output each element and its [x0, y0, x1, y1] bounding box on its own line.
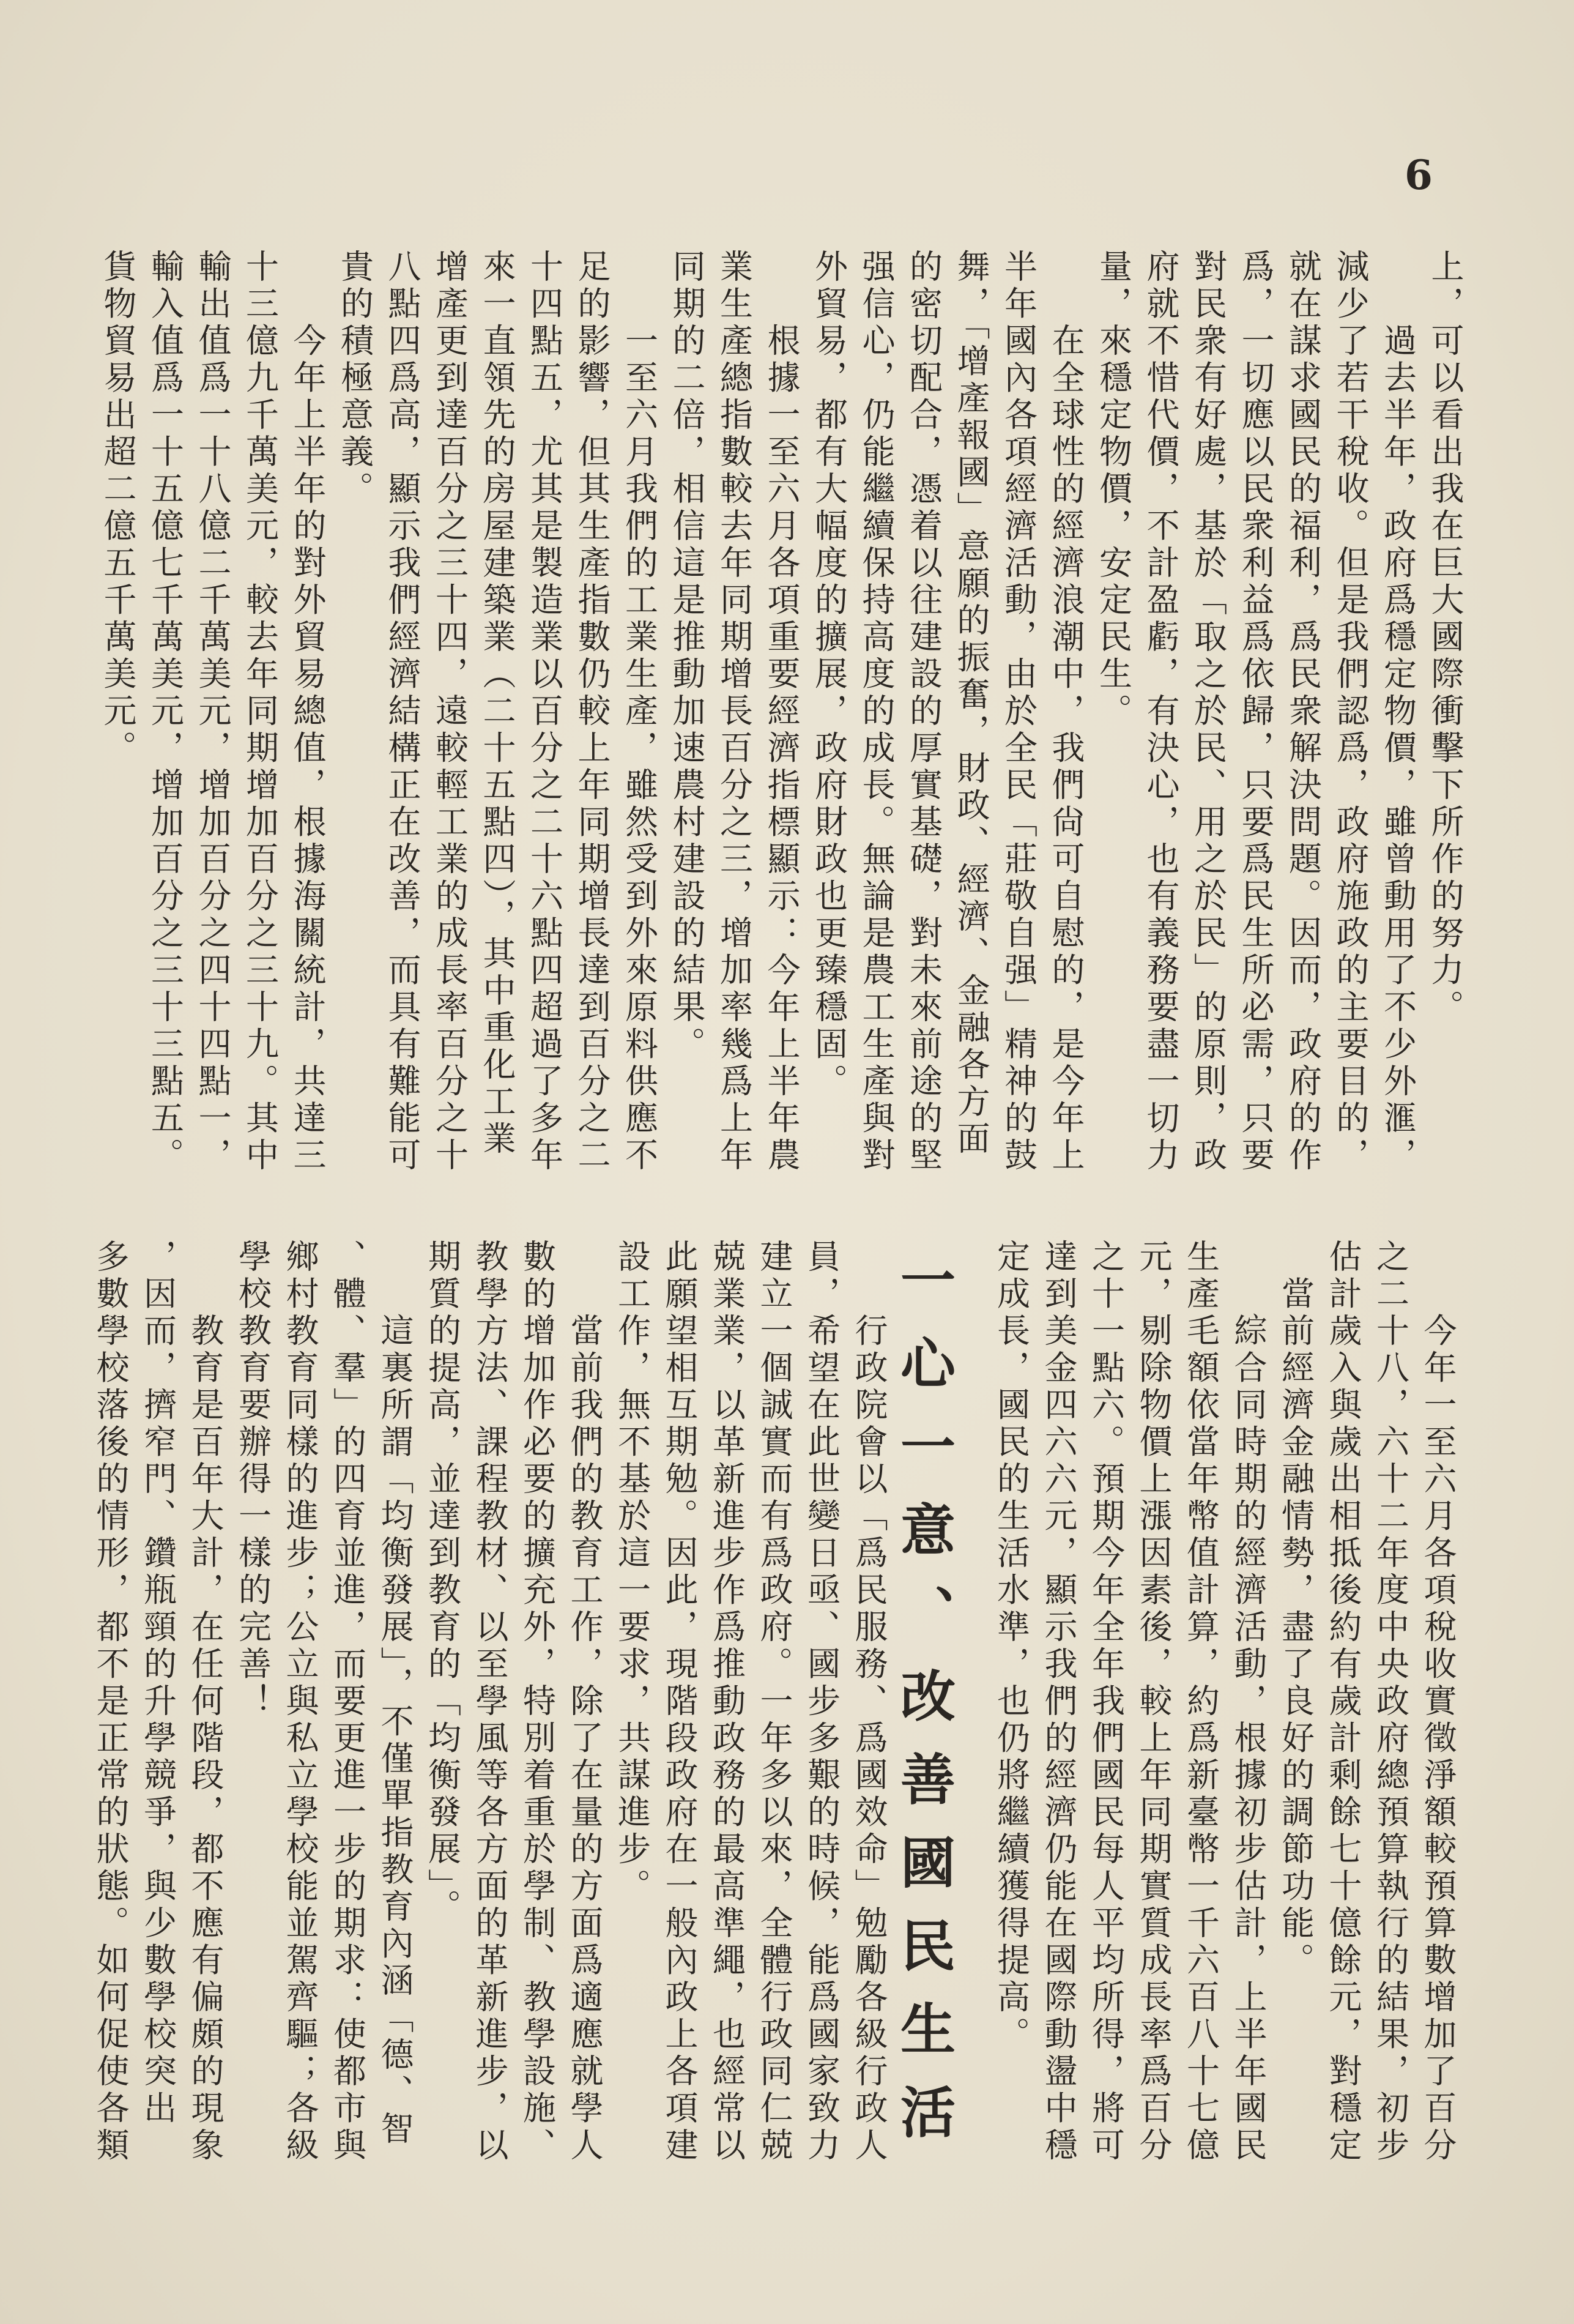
text-column: 爲，一切應以民衆利益爲依歸，只要爲民生所必需，只要 [1236, 249, 1275, 1175]
text-column: 業生產總指數較去年同期增長百分之三，增加率幾爲上年 [715, 249, 754, 1175]
text-column: 對民衆有好處，基於「取之於民、用之於民」的原則，政 [1189, 249, 1228, 1175]
text-column: 估計歲入與歲出相抵後約有歲計剩餘七十億餘元，對穩定 [1324, 1239, 1362, 2165]
text-column: 兢業業，以革新進步作爲推動政務的最高準繩，也經常以 [707, 1239, 746, 2165]
text-column: 貴的積極意義。 [335, 249, 374, 508]
text-column: 鄉村教育同樣的進步；公立與私立學校能並駕齊驅；各級 [281, 1239, 319, 2165]
text-column: 此願望相互期勉。因此，現階段政府在一般內政上各項建 [660, 1239, 699, 2165]
text-column: 數的增加作必要的擴充外，特別着重於學制、教學設施、 [518, 1239, 557, 2165]
text-column: 根據一至六月各項重要經濟指標顯示：今年上半年農 [762, 249, 801, 1175]
text-column: 教學方法、課程教材、以至學風等各方面的革新進步，以 [470, 1239, 509, 2165]
text-column: 當前經濟金融情勢，盡了良好的調節功能。 [1276, 1239, 1315, 1979]
text-column: 建立一個誠實而有爲政府。一年多以來，全體行政同仁兢 [755, 1239, 793, 2165]
text-column: ，因而，擠窄門、鑽瓶頸的升學競爭，與少數學校突出 [138, 1239, 177, 2128]
section-heading: 一心一意、改善國民生活 [891, 1251, 956, 2167]
page-number: 6 [1405, 151, 1433, 199]
text-column: 量，來穩定物價，安定民生。 [1094, 249, 1133, 731]
text-column: 舞，「增產報國」意願的振奮，財政、經濟、金融各方面 [952, 249, 990, 1158]
text-column: 外貿易，都有大幅度的擴展，政府財政也更臻穩固。 [809, 249, 848, 1101]
text-column: 來一直領先的房屋建築業（二十五點四），其中重化工業 [478, 249, 516, 1158]
text-column: 學校教育要辦得一樣的完善！ [233, 1239, 272, 1721]
text-column: 之十一點六。預期今年全年我們國民每人平均所得，將可 [1086, 1239, 1126, 2165]
text-column: 半年國內各項經濟活動，由於全民「莊敬自强」精神的鼓 [999, 249, 1038, 1175]
text-column: 達到美金四六六元，顯示我們的經濟仍能在國際動盪中穩 [1039, 1239, 1078, 2165]
text-column: 强信心，仍能繼續保持高度的成長。無論是農工生產與對 [857, 249, 896, 1175]
text-column: 員，希望在此世變日亟、國步多艱的時候，能爲國家致力 [802, 1239, 841, 2165]
text-column: 這裏所謂「均衡發展」，不僅單指教育內涵「德、智 [376, 1239, 414, 2148]
text-column: 定成長，國民的生活水準，也仍將繼續獲得提高。 [992, 1239, 1031, 2054]
text-column: 一至六月我們的工業生產，雖然受到外來原料供應不 [620, 249, 659, 1175]
text-column: 十三億九千萬美元，較去年同期增加百分之三十九。其中 [240, 249, 280, 1175]
text-column: 今年一至六月各項稅收實徵淨額較預算數增加了百分 [1419, 1239, 1457, 2165]
text-column: 同期的二倍，相信這是推動加速農村建設的結果。 [667, 249, 706, 1063]
text-column: 十四點五，尤其是製造業以百分之二十六點四超過了多年 [525, 249, 564, 1175]
text-column: 在全球性的經濟浪潮中，我們尙可自慰的，是今年上 [1047, 249, 1085, 1175]
text-column: 教育是百年大計，在任何階段，都不應有偏頗的現象 [186, 1239, 225, 2165]
text-column: 的密切配合，憑着以往建設的厚實基礎，對未來前途的堅 [904, 249, 943, 1175]
text-column: 之二十八，六十二年度中央政府總預算執行的結果，初步 [1371, 1239, 1410, 2165]
text-column: 設工作，無不基於這一要求，共謀進步。 [612, 1239, 652, 1905]
text-column: 綜合同時期的經濟活動，根據初步估計，上半年國民 [1229, 1239, 1268, 2165]
text-column: 輸入值爲一十五億七千萬美元，增加百分之三十三點五。 [146, 249, 185, 1175]
text-column: 元，剔除物價上漲因素後，較上年同期實質成長率爲百分 [1134, 1239, 1173, 2165]
text-column: 增產更到達百分之三十四，遠較輕工業的成長率百分之十 [430, 249, 469, 1175]
text-column: 貨物貿易出超二億五千萬美元。 [98, 249, 137, 767]
text-column: 足的影響，但其生產指數仍較上年同期增長達到百分之二 [573, 249, 611, 1175]
text-column: 行政院會以「爲民服務、爲國效命」勉勵各級行政人 [850, 1239, 888, 2165]
text-column: 期質的提高，並達到教育的「均衡發展」。 [423, 1239, 462, 1926]
text-column: 多數學校落後的情形，都不是正常的狀態。如何促使各類 [91, 1239, 130, 2165]
text-column: 就在謀求國民的福利，爲民衆解決問題。因而，政府的作 [1283, 249, 1323, 1175]
text-column: 今年上半年的對外貿易總值，根據海關統計，共達三 [288, 249, 327, 1175]
text-column: 、體、羣」的四育並進，而要更進一步的期求：使都市與 [328, 1239, 367, 2165]
text-column: 減少了若干稅收。但是我們認爲，政府施政的主要目的， [1331, 249, 1370, 1175]
text-column: 當前我們的教育工作，除了在量的方面爲適應就學人 [565, 1239, 604, 2165]
text-column: 過去半年，政府爲穩定物價，雖曾動用了不少外滙， [1378, 249, 1417, 1175]
text-column: 生產毛額依當年幣值計算，約爲新臺幣一千六百八十七億 [1181, 1239, 1220, 2165]
text-column: 府就不惜代價，不計盈虧，有決心，也有義務要盡一切力 [1142, 249, 1180, 1175]
text-column: 上，可以看出我在巨大國際衝擊下所作的努力。 [1426, 249, 1464, 1027]
text-column: 八點四爲高，顯示我們經濟結構正在改善，而具有難能可 [383, 249, 421, 1175]
text-column: 輸出值爲一十八億二千萬美元，增加百分之四十四點一， [193, 249, 232, 1175]
